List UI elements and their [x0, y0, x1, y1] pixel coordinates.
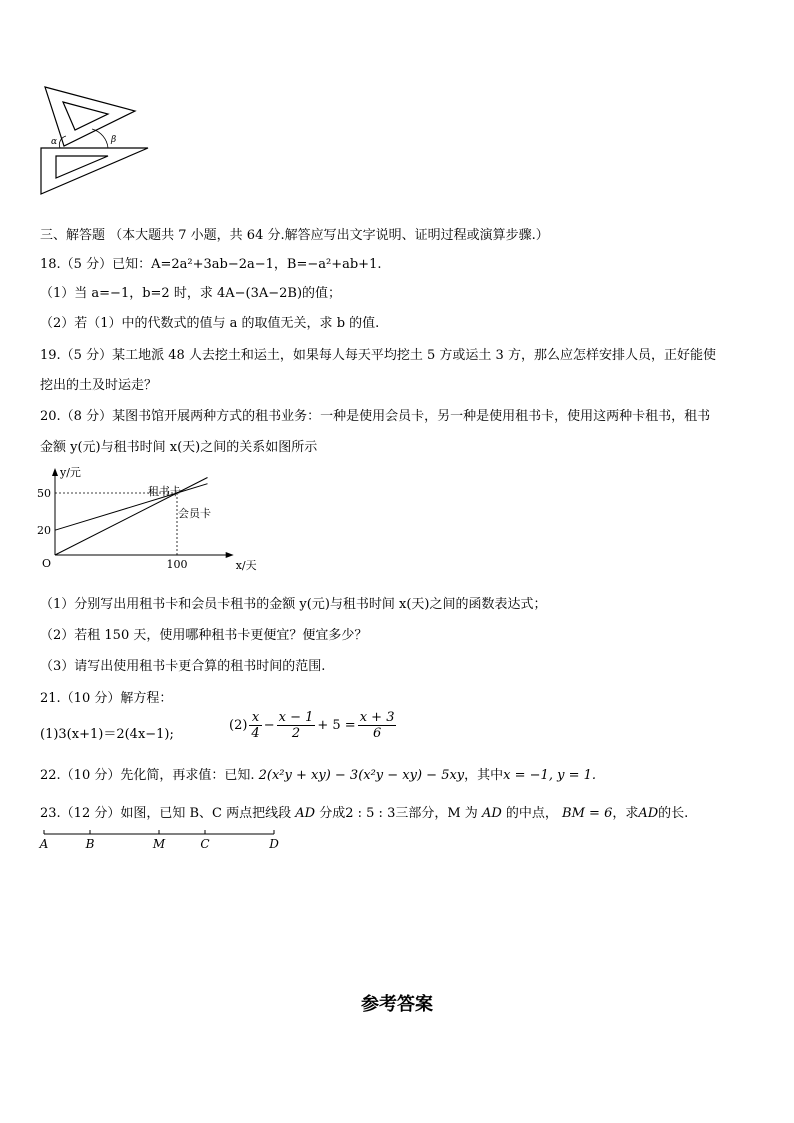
q18-stem: 18.（5 分）已知：A=2a²+3ab−2a−1，B=−a²+ab+1. [40, 257, 382, 272]
beta-label: β [111, 135, 117, 145]
q19-line2: 挖出的土及时运走？ [40, 378, 158, 393]
q23-stem1: 23.（12 分）如图，已知 B、C 两点把线段 [40, 806, 292, 821]
y-tick-label: 20 [37, 524, 51, 538]
segment-point-label-C: C [200, 837, 210, 851]
q23-bm-length: BM = 6 [562, 806, 613, 821]
q22-condition: x = −1, y = 1. [503, 768, 596, 783]
x-axis-arrow [226, 552, 234, 558]
q20-line2: 金额 y(元)与租书时间 x(天)之间的关系如图所示 [40, 440, 318, 455]
segment-point-label-A: A [39, 837, 49, 851]
segment-figure [30, 828, 290, 852]
q23-segment-ad: AD [295, 806, 316, 821]
upper-triangle-outer [45, 87, 135, 146]
y-axis-arrow [52, 468, 58, 476]
eq2-mid: + 5 = [317, 718, 356, 733]
fraction-x-plus-3-over-6 [358, 710, 397, 741]
q21-equation1: (1)3(x+1)＝2(4x−1); [40, 727, 174, 742]
segment-point-label-M: M [152, 837, 166, 851]
upper-triangle-inner [63, 102, 108, 130]
triangle-rulers-figure [38, 84, 158, 196]
legend-label-rental-card: 租书卡 [148, 485, 181, 498]
x-tick-label: 100 [166, 558, 188, 571]
alpha-label: α [51, 137, 58, 147]
q23-stem4: 的中点， [505, 806, 558, 821]
fraction-numerator: x [249, 710, 261, 726]
answer-title: 参考答案 [361, 994, 433, 1015]
fraction-denominator: 6 [372, 726, 382, 741]
q21-stem: 21.（10 分）解方程： [40, 691, 173, 706]
fraction-numerator: x + 3 [359, 710, 395, 725]
q22-expression: 2(x²y + xy) − 3(x²y − xy) − 5xy [258, 768, 465, 783]
fraction-x-minus-1-over-2 [277, 710, 316, 741]
q20-part3: （3）请写出使用租书卡更合算的租书时间的范围. [40, 659, 326, 674]
q22-where: ，其中 [464, 768, 504, 783]
fraction-denominator: 4 [251, 726, 260, 741]
q18-part1: （1）当 a=−1，b=2 时，求 4A−(3A−2B)的值； [40, 286, 342, 301]
q22-line [40, 764, 596, 783]
fraction-x-over-4 [249, 710, 261, 741]
q23-segment-ad: AD [638, 806, 659, 821]
q21-equation2 [229, 710, 398, 741]
segment-point-label-D: D [269, 837, 279, 851]
legend-label-member-card: 会员卡 [178, 507, 211, 520]
rental-cost-chart [30, 460, 257, 585]
q23-stem5: ，求 [612, 806, 639, 821]
y-axis-label: y/元 [60, 466, 81, 479]
q23-segment-ad: AD [481, 806, 502, 821]
q20-part1: （1）分别写出用租书卡和会员卡租书的金额 y(元)与租书时间 x(天)之间的函数表达式； [40, 597, 547, 612]
eq2-label: (2) [229, 718, 248, 733]
q20-line1: 20.（8 分）某图书馆开展两种方式的租书业务：一种是使用会员卡，另一种是使用租书卡，使用这两种卡租书，租书 [40, 409, 711, 424]
y-tick-label: 50 [37, 487, 51, 500]
q20-part2: （2）若租 150 天，使用哪种租书卡更便宜？便宜多少？ [40, 628, 368, 643]
q19-line1: 19.（5 分）某工地派 48 人去挖土和运土，如果每人每天平均挖土 5 方或运土 3 方，那么应怎样安排人员，正好能使 [40, 348, 716, 363]
lower-triangle-inner [56, 156, 108, 178]
q23-stem6: 的长. [658, 806, 689, 821]
fraction-numerator: x − 1 [278, 710, 314, 725]
x-axis-label: x/天 [235, 559, 257, 572]
q18-part2: （2）若（1）中的代数式的值与 a 的取值无关，求 b 的值. [40, 316, 380, 331]
q23-stem3: 三部分，M 为 [395, 806, 478, 821]
q23-line [40, 802, 688, 821]
q22-stem: 22.（10 分）先化简，再求值：已知. [40, 768, 255, 783]
q23-stem2: 分成 [319, 806, 346, 821]
q23-ratio: 2 : 5 : 3 [345, 806, 396, 821]
lower-triangle-outer [41, 148, 148, 194]
segment-point-label-B: B [85, 837, 95, 851]
section3-header: 三、解答题 （本大题共 7 小题，共 64 分.解答应写出文字说明、证明过程或演算步骤.） [40, 228, 549, 243]
origin-label: O [41, 557, 51, 570]
beta-arc [92, 129, 108, 148]
eq2-minus: − [263, 718, 275, 733]
fraction-denominator: 2 [291, 726, 301, 741]
